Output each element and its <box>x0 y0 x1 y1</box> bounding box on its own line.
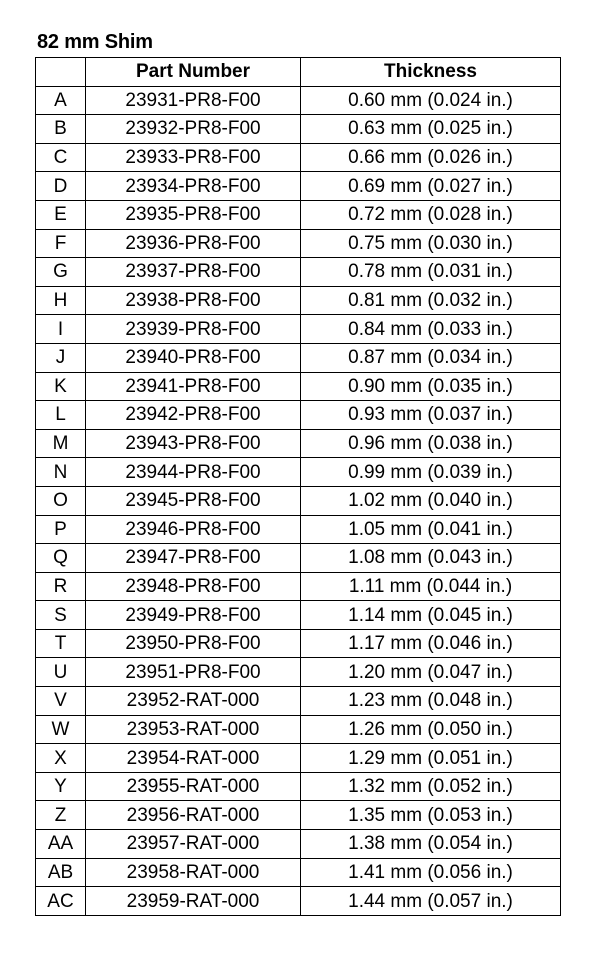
thickness: 1.32 mm (0.052 in.) <box>301 772 561 801</box>
shim-letter: D <box>36 172 86 201</box>
table-row <box>36 86 561 115</box>
shim-letter: AB <box>36 858 86 887</box>
shim-letter: E <box>36 200 86 229</box>
shim-letter: M <box>36 429 86 458</box>
part-number: 23957-RAT-000 <box>86 830 301 859</box>
thickness: 1.08 mm (0.043 in.) <box>301 544 561 573</box>
table-row <box>36 229 561 258</box>
part-number: 23931-PR8-F00 <box>86 86 301 115</box>
part-number: 23946-PR8-F00 <box>86 515 301 544</box>
thickness: 0.69 mm (0.027 in.) <box>301 172 561 201</box>
table-row <box>36 172 561 201</box>
shim-letter: H <box>36 286 86 315</box>
table-row <box>36 429 561 458</box>
thickness: 0.72 mm (0.028 in.) <box>301 200 561 229</box>
part-number: 23934-PR8-F00 <box>86 172 301 201</box>
table-row <box>36 315 561 344</box>
thickness: 0.78 mm (0.031 in.) <box>301 258 561 287</box>
thickness: 0.87 mm (0.034 in.) <box>301 343 561 372</box>
shim-letter: AA <box>36 830 86 859</box>
part-number: 23950-PR8-F00 <box>86 629 301 658</box>
table-row <box>36 629 561 658</box>
part-number: 23933-PR8-F00 <box>86 143 301 172</box>
header-letter <box>36 58 86 87</box>
part-number: 23944-PR8-F00 <box>86 458 301 487</box>
part-number: 23942-PR8-F00 <box>86 401 301 430</box>
table-row <box>36 744 561 773</box>
shim-letter: AC <box>36 887 86 916</box>
header-thickness: Thickness <box>301 58 561 87</box>
thickness: 1.11 mm (0.044 in.) <box>301 572 561 601</box>
thickness: 0.81 mm (0.032 in.) <box>301 286 561 315</box>
shim-letter: R <box>36 572 86 601</box>
table-body <box>36 86 561 915</box>
shim-letter: F <box>36 229 86 258</box>
shim-letter: A <box>36 86 86 115</box>
shim-table <box>35 57 561 916</box>
thickness: 1.44 mm (0.057 in.) <box>301 887 561 916</box>
header-row <box>36 58 561 87</box>
part-number: 23936-PR8-F00 <box>86 229 301 258</box>
table-row <box>36 772 561 801</box>
shim-letter: Q <box>36 544 86 573</box>
table-row <box>36 200 561 229</box>
part-number: 23948-PR8-F00 <box>86 572 301 601</box>
thickness: 1.05 mm (0.041 in.) <box>301 515 561 544</box>
table-row <box>36 801 561 830</box>
table-row <box>36 687 561 716</box>
thickness: 0.60 mm (0.024 in.) <box>301 86 561 115</box>
shim-letter: I <box>36 315 86 344</box>
thickness: 1.41 mm (0.056 in.) <box>301 858 561 887</box>
header-part-number: Part Number <box>86 58 301 87</box>
part-number: 23935-PR8-F00 <box>86 200 301 229</box>
shim-letter: N <box>36 458 86 487</box>
table-row <box>36 544 561 573</box>
shim-letter: Y <box>36 772 86 801</box>
part-number: 23940-PR8-F00 <box>86 343 301 372</box>
thickness: 1.17 mm (0.046 in.) <box>301 629 561 658</box>
table-title: 82 mm Shim <box>37 31 153 53</box>
table-row <box>36 830 561 859</box>
table-row <box>36 343 561 372</box>
shim-letter: B <box>36 115 86 144</box>
table-row <box>36 143 561 172</box>
shim-letter: Z <box>36 801 86 830</box>
part-number: 23943-PR8-F00 <box>86 429 301 458</box>
part-number: 23955-RAT-000 <box>86 772 301 801</box>
table-row <box>36 486 561 515</box>
shim-letter: V <box>36 687 86 716</box>
part-number: 23949-PR8-F00 <box>86 601 301 630</box>
shim-letter: O <box>36 486 86 515</box>
table-row <box>36 372 561 401</box>
part-number: 23937-PR8-F00 <box>86 258 301 287</box>
thickness: 0.84 mm (0.033 in.) <box>301 315 561 344</box>
table-row <box>36 515 561 544</box>
thickness: 1.35 mm (0.053 in.) <box>301 801 561 830</box>
thickness: 0.93 mm (0.037 in.) <box>301 401 561 430</box>
table-row <box>36 458 561 487</box>
part-number: 23932-PR8-F00 <box>86 115 301 144</box>
part-number: 23952-RAT-000 <box>86 687 301 716</box>
part-number: 23938-PR8-F00 <box>86 286 301 315</box>
thickness: 0.96 mm (0.038 in.) <box>301 429 561 458</box>
part-number: 23945-PR8-F00 <box>86 486 301 515</box>
table-row <box>36 887 561 916</box>
part-number: 23953-RAT-000 <box>86 715 301 744</box>
table-row <box>36 115 561 144</box>
shim-letter: X <box>36 744 86 773</box>
part-number: 23951-PR8-F00 <box>86 658 301 687</box>
part-number: 23939-PR8-F00 <box>86 315 301 344</box>
shim-letter: G <box>36 258 86 287</box>
shim-letter: P <box>36 515 86 544</box>
table-row <box>36 258 561 287</box>
thickness: 0.99 mm (0.039 in.) <box>301 458 561 487</box>
thickness: 0.90 mm (0.035 in.) <box>301 372 561 401</box>
shim-letter: S <box>36 601 86 630</box>
table-row <box>36 658 561 687</box>
thickness: 1.14 mm (0.045 in.) <box>301 601 561 630</box>
part-number: 23956-RAT-000 <box>86 801 301 830</box>
thickness: 1.38 mm (0.054 in.) <box>301 830 561 859</box>
thickness: 1.20 mm (0.047 in.) <box>301 658 561 687</box>
shim-letter: J <box>36 343 86 372</box>
thickness: 1.26 mm (0.050 in.) <box>301 715 561 744</box>
table-row <box>36 715 561 744</box>
part-number: 23954-RAT-000 <box>86 744 301 773</box>
thickness: 1.02 mm (0.040 in.) <box>301 486 561 515</box>
shim-letter: W <box>36 715 86 744</box>
shim-letter: L <box>36 401 86 430</box>
part-number: 23958-RAT-000 <box>86 858 301 887</box>
part-number: 23941-PR8-F00 <box>86 372 301 401</box>
table-row <box>36 858 561 887</box>
thickness: 0.75 mm (0.030 in.) <box>301 229 561 258</box>
table-row <box>36 572 561 601</box>
shim-letter: T <box>36 629 86 658</box>
thickness: 1.29 mm (0.051 in.) <box>301 744 561 773</box>
shim-letter: U <box>36 658 86 687</box>
shim-letter: C <box>36 143 86 172</box>
table-row <box>36 401 561 430</box>
table-row <box>36 286 561 315</box>
table-row <box>36 601 561 630</box>
thickness: 0.66 mm (0.026 in.) <box>301 143 561 172</box>
thickness: 1.23 mm (0.048 in.) <box>301 687 561 716</box>
part-number: 23959-RAT-000 <box>86 887 301 916</box>
part-number: 23947-PR8-F00 <box>86 544 301 573</box>
shim-letter: K <box>36 372 86 401</box>
thickness: 0.63 mm (0.025 in.) <box>301 115 561 144</box>
